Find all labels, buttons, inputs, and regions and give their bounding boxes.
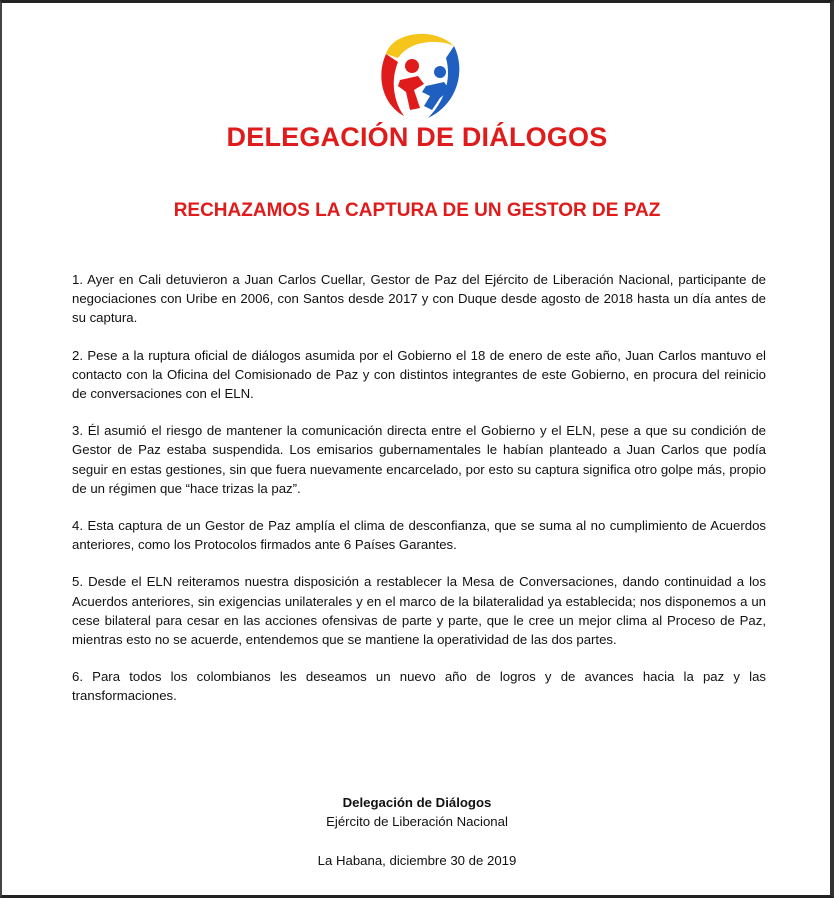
- signature-block: [0, 793, 834, 831]
- paragraph-6: 6. Para todos los colombianos les deseamos un nuevo año de logros y de avances hacia la paz y las transformaciones.: [72, 669, 766, 704]
- logo-red-person-head: [405, 59, 419, 73]
- paragraph-1: 1. Ayer en Cali detuvieron a Juan Carlos Cuellar, Gestor de Paz del Ejército de Liberación Nacional, participante de negociaciones con Uribe en 2006, con Santos desde 2017 y con Duque desde agosto de 2018 hasta un día antes de su captura.: [72, 272, 766, 326]
- logo-red-person-body: [398, 76, 424, 110]
- logo-yellow-arc: [386, 34, 454, 58]
- people-logo-icon: [372, 24, 464, 124]
- paragraph-2: 2. Pese a la ruptura oficial de diálogos asumida por el Gobierno el 18 de enero de este año, Juan Carlos mantuvo el contacto con la Oficina del Comisionado de Paz y con distintos integrantes de este Gobierno, en procura del reinicio de conversaciones con el ELN.: [72, 347, 766, 402]
- document-headline: RECHAZAMOS LA CAPTURA DE UN GESTOR DE PAZ: [173, 200, 661, 221]
- paragraph-4: 4. Esta captura de un Gestor de Paz amplía el clima de desconfianza, que se suma al no cumplimiento de Acuerdos anteriores, como los Protocolos firmados ante 6 Países Garantes.: [72, 518, 766, 553]
- document-body: [72, 270, 766, 724]
- signature-org: Ejército de Liberación Nacional: [326, 814, 508, 829]
- paragraph-3: 3. Él asumió el riesgo de mantener la comunicación directa entre el Gobierno y el ELN, pese a que su condición de Gestor de Paz estaba suspendida. Los emisarios gubernamentales le habían planteado a Juan Carlos que podía seguir en estas gestiones, sin que fuera nuevamente encarcelado, por esto su captura significa otro golpe más, propio de un régimen que “hace trizas la paz”.: [72, 423, 766, 496]
- org-title: DELEGACIÓN DE DIÁLOGOS: [226, 122, 608, 152]
- signature-name: Delegación de Diálogos: [342, 795, 492, 810]
- logo-blue-person-head: [434, 66, 446, 78]
- paragraph-5: 5. Desde el ELN reiteramos nuestra disposición a restablecer la Mesa de Conversaciones, dando continuidad a los Acuerdos anteriores, sin exigencias unilaterales y en el marco de la bilateralidad ya establecida; nos disponemos a un cese bilateral para cesar en las acciones ofensivas de parte y parte, que le cree un mejor clima al Proceso de Paz, mientras esto no se acuerde, entendemos que se mantiene la operatividad de las dos partes.: [72, 574, 766, 648]
- place-date: La Habana, diciembre 30 de 2019: [317, 853, 517, 868]
